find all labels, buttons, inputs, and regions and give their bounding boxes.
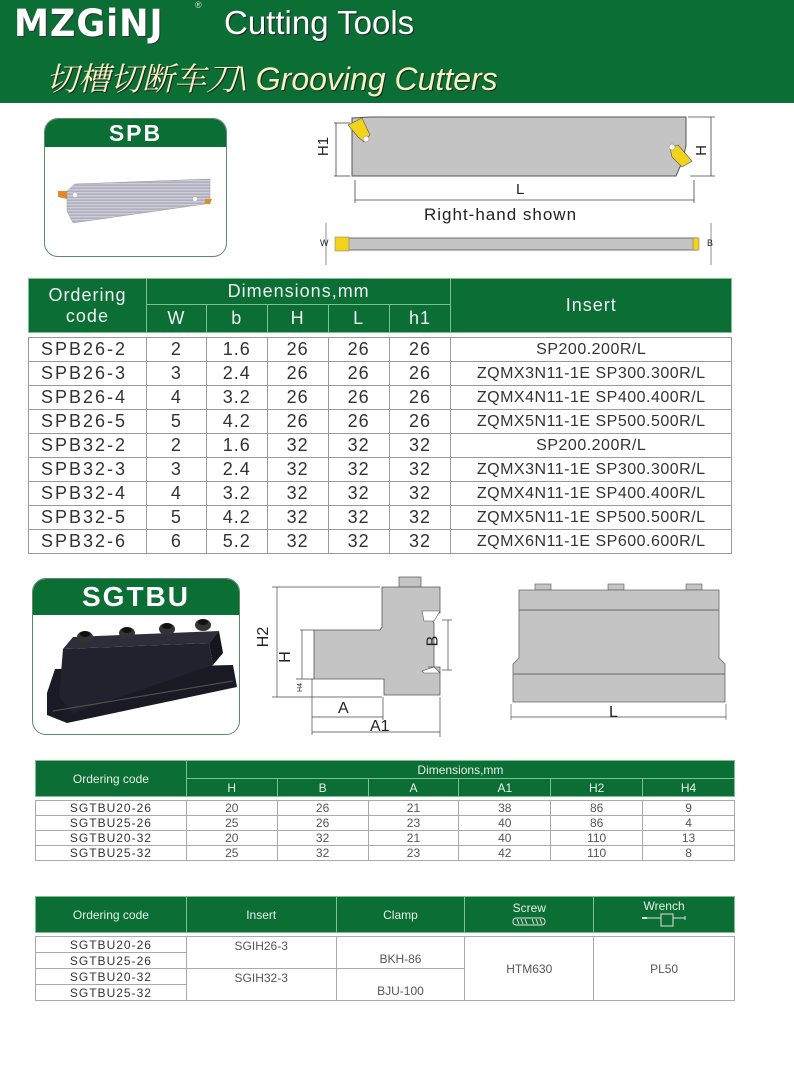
h1-value: 32: [389, 530, 451, 554]
a-value: 21: [368, 831, 459, 846]
table-row: [36, 816, 735, 831]
h1-value: 26: [389, 362, 451, 386]
sgtbu-parts-table: [35, 896, 735, 1001]
h1-value: 26: [389, 386, 451, 410]
w-value: 3: [146, 362, 206, 386]
ordering-code: SGTBU20-32: [36, 831, 187, 846]
l-value: 26: [328, 410, 389, 434]
brand-logo: MZGiNJ: [14, 2, 164, 45]
ordering-code-header-line1: Ordering: [48, 284, 127, 305]
col-b-header: b: [206, 305, 267, 333]
b-value: 26: [277, 801, 368, 816]
ordering-code: SPB26-4: [29, 386, 147, 410]
a1-value: 40: [459, 816, 551, 831]
table-row: [29, 530, 732, 554]
brand-suffix: Cutting Tools: [224, 4, 415, 41]
w-value: 6: [146, 530, 206, 554]
h2-value: 86: [551, 816, 643, 831]
insert-value: ZQMX5N11-1E SP500.500R/L: [451, 410, 732, 434]
col-h2-header: H2: [551, 779, 643, 797]
header-banner: [0, 0, 794, 103]
insert-value: ZQMX5N11-1E SP500.500R/L: [451, 506, 732, 530]
h1-value: 32: [389, 458, 451, 482]
b-value: 1.6: [206, 338, 267, 362]
insert-header: Insert: [451, 279, 732, 333]
l-dimension-label: L: [609, 704, 618, 721]
col-h-header: H: [267, 305, 328, 333]
ordering-code: SPB26-3: [29, 362, 147, 386]
h1-value: 32: [389, 482, 451, 506]
h-value: 32: [267, 530, 328, 554]
table-row: [29, 338, 732, 362]
ordering-code: SGTBU20-32: [36, 969, 187, 985]
col-h-header: H: [186, 779, 277, 797]
screw-icon: [512, 917, 546, 926]
h-value: 32: [267, 434, 328, 458]
table-row: [29, 458, 732, 482]
insert-value: SGIH32-3: [186, 969, 336, 1001]
a1-value: 38: [459, 801, 551, 816]
h2-dimension-label: H2: [255, 626, 273, 648]
right-hand-caption: Right-hand shown: [424, 205, 578, 224]
screw-header-label: Screw: [512, 900, 546, 915]
w-value: 3: [146, 458, 206, 482]
sgtbu-dimension-table: [35, 760, 735, 861]
wrench-header-label: Wrench: [643, 899, 685, 913]
h-value: 32: [267, 458, 328, 482]
ordering-code: SGTBU20-26: [36, 937, 187, 953]
ordering-code-header-line2: code: [65, 305, 109, 326]
table-row: [36, 831, 735, 846]
registered-mark: ®: [195, 0, 202, 10]
h-value: 25: [186, 846, 277, 861]
wrench-value: PL50: [594, 937, 735, 1001]
w-dimension-label: W: [320, 238, 329, 248]
table-row: [29, 410, 732, 434]
b-value: 3.2: [206, 482, 267, 506]
ordering-code: SPB32-3: [29, 458, 147, 482]
h-value: 26: [267, 362, 328, 386]
ordering-code: SPB32-6: [29, 530, 147, 554]
w-value: 4: [146, 386, 206, 410]
b-value: 1.6: [206, 434, 267, 458]
sgtbu-product-card: [32, 578, 240, 735]
spb-card-title: SPB: [45, 119, 226, 147]
spb-spec-table: [28, 278, 732, 554]
col-w-header: W: [146, 305, 206, 333]
h4-value: 8: [643, 846, 735, 861]
ordering-code: SGTBU25-26: [36, 816, 187, 831]
table-row: [36, 801, 735, 816]
l-value: 32: [328, 434, 389, 458]
clamp-value: BJU-100: [336, 969, 465, 1001]
table-row: [29, 362, 732, 386]
b-value: 5.2: [206, 530, 267, 554]
a1-value: 40: [459, 831, 551, 846]
insert-value: ZQMX3N11-1E SP300.300R/L: [451, 362, 732, 386]
b-value: 2.4: [206, 458, 267, 482]
sgtbu-product-image: [33, 615, 239, 735]
col-l-header: L: [328, 305, 389, 333]
l-value: 32: [328, 530, 389, 554]
ordering-code-header: Ordering code: [36, 761, 187, 797]
ordering-code: SGTBU20-26: [36, 801, 187, 816]
b-value: 4.2: [206, 506, 267, 530]
b-dimension-label: B: [707, 238, 714, 248]
b-value: 2.4: [206, 362, 267, 386]
spb-product-card: [44, 118, 227, 257]
col-b-header: B: [277, 779, 368, 797]
ordering-code-header: [29, 279, 147, 333]
ordering-code: SPB32-2: [29, 434, 147, 458]
l-value: 26: [328, 362, 389, 386]
clamp-header: Clamp: [336, 897, 465, 933]
insert-value: SP200.200R/L: [451, 338, 732, 362]
screw-value: HTM630: [465, 937, 594, 1001]
l-dimension-label: L: [516, 181, 525, 198]
h2-value: 110: [551, 846, 643, 861]
sgtbu-front-diagram: [505, 580, 740, 725]
a1-dimension-label: A1: [370, 718, 390, 735]
h1-value: 32: [389, 506, 451, 530]
ordering-code-header: Ordering code: [36, 897, 187, 933]
h-value: 20: [186, 801, 277, 816]
clamp-value: BKH-86: [336, 937, 465, 969]
w-value: 2: [146, 434, 206, 458]
l-value: 32: [328, 482, 389, 506]
insert-value: ZQMX4N11-1E SP400.400R/L: [451, 386, 732, 410]
w-value: 5: [146, 410, 206, 434]
h-dimension-label: H: [276, 651, 294, 663]
h-dimension-label: H: [692, 145, 710, 156]
spb-blade-image: [45, 147, 227, 257]
ordering-code: SGTBU25-32: [36, 985, 187, 1001]
l-value: 32: [328, 458, 389, 482]
b-value: 32: [277, 831, 368, 846]
a-value: 21: [368, 801, 459, 816]
b-value: 3.2: [206, 386, 267, 410]
insert-header: Insert: [186, 897, 336, 933]
b-value: 4.2: [206, 410, 267, 434]
a1-value: 42: [459, 846, 551, 861]
a-value: 23: [368, 816, 459, 831]
spb-product-image: [45, 147, 226, 257]
h2-value: 110: [551, 831, 643, 846]
h-value: 26: [267, 338, 328, 362]
h1-value: 26: [389, 410, 451, 434]
wrench-icon: [641, 913, 687, 927]
h4-value: 9: [643, 801, 735, 816]
l-value: 26: [328, 386, 389, 410]
b-value: 32: [277, 846, 368, 861]
h2-value: 86: [551, 801, 643, 816]
screw-header: [465, 897, 594, 933]
col-a-header: A: [368, 779, 459, 797]
table-row: [29, 386, 732, 410]
ordering-code: SGTBU25-32: [36, 846, 187, 861]
h4-value: 4: [643, 816, 735, 831]
h1-value: 32: [389, 434, 451, 458]
a-dimension-label: A: [338, 700, 349, 717]
dimensions-header: Dimensions,mm: [146, 279, 451, 305]
w-value: 2: [146, 338, 206, 362]
h-value: 20: [186, 831, 277, 846]
ordering-code: SPB26-2: [29, 338, 147, 362]
h-value: 25: [186, 816, 277, 831]
sgtbu-card-title: SGTBU: [33, 579, 239, 615]
ordering-code: SPB26-5: [29, 410, 147, 434]
insert-value: ZQMX6N11-1E SP600.600R/L: [451, 530, 732, 554]
sgtbu-block-image: [33, 615, 240, 735]
b-value: 26: [277, 816, 368, 831]
table-row: [36, 846, 735, 861]
page-subtitle: 切槽切断车刀\ Grooving Cutters: [46, 61, 498, 97]
table-row: [29, 482, 732, 506]
ordering-code: SGTBU25-26: [36, 953, 187, 969]
col-h4-header: H4: [643, 779, 735, 797]
dimensions-header: Dimensions,mm: [186, 761, 734, 779]
wrench-header: [594, 897, 735, 933]
table-row: [29, 506, 732, 530]
h1-dimension-label: H1: [315, 136, 333, 157]
l-value: 32: [328, 506, 389, 530]
l-value: 26: [328, 338, 389, 362]
insert-value: SP200.200R/L: [451, 434, 732, 458]
table-row: [29, 434, 732, 458]
h-value: 26: [267, 410, 328, 434]
a-value: 23: [368, 846, 459, 861]
h-value: 26: [267, 386, 328, 410]
w-value: 5: [146, 506, 206, 530]
insert-value: SGIH26-3: [186, 937, 336, 969]
insert-value: ZQMX3N11-1E SP300.300R/L: [451, 458, 732, 482]
h-value: 32: [267, 482, 328, 506]
h1-value: 26: [389, 338, 451, 362]
w-value: 4: [146, 482, 206, 506]
col-a1-header: A1: [459, 779, 551, 797]
h4-value: 13: [643, 831, 735, 846]
b-dimension-label: B: [424, 635, 442, 647]
h-value: 32: [267, 506, 328, 530]
ordering-code: SPB32-4: [29, 482, 147, 506]
ordering-code: SPB32-5: [29, 506, 147, 530]
table-row: [36, 937, 735, 953]
insert-value: ZQMX4N11-1E SP400.400R/L: [451, 482, 732, 506]
col-h1-header: h1: [389, 305, 451, 333]
h4-dimension-label: H4: [296, 683, 304, 692]
